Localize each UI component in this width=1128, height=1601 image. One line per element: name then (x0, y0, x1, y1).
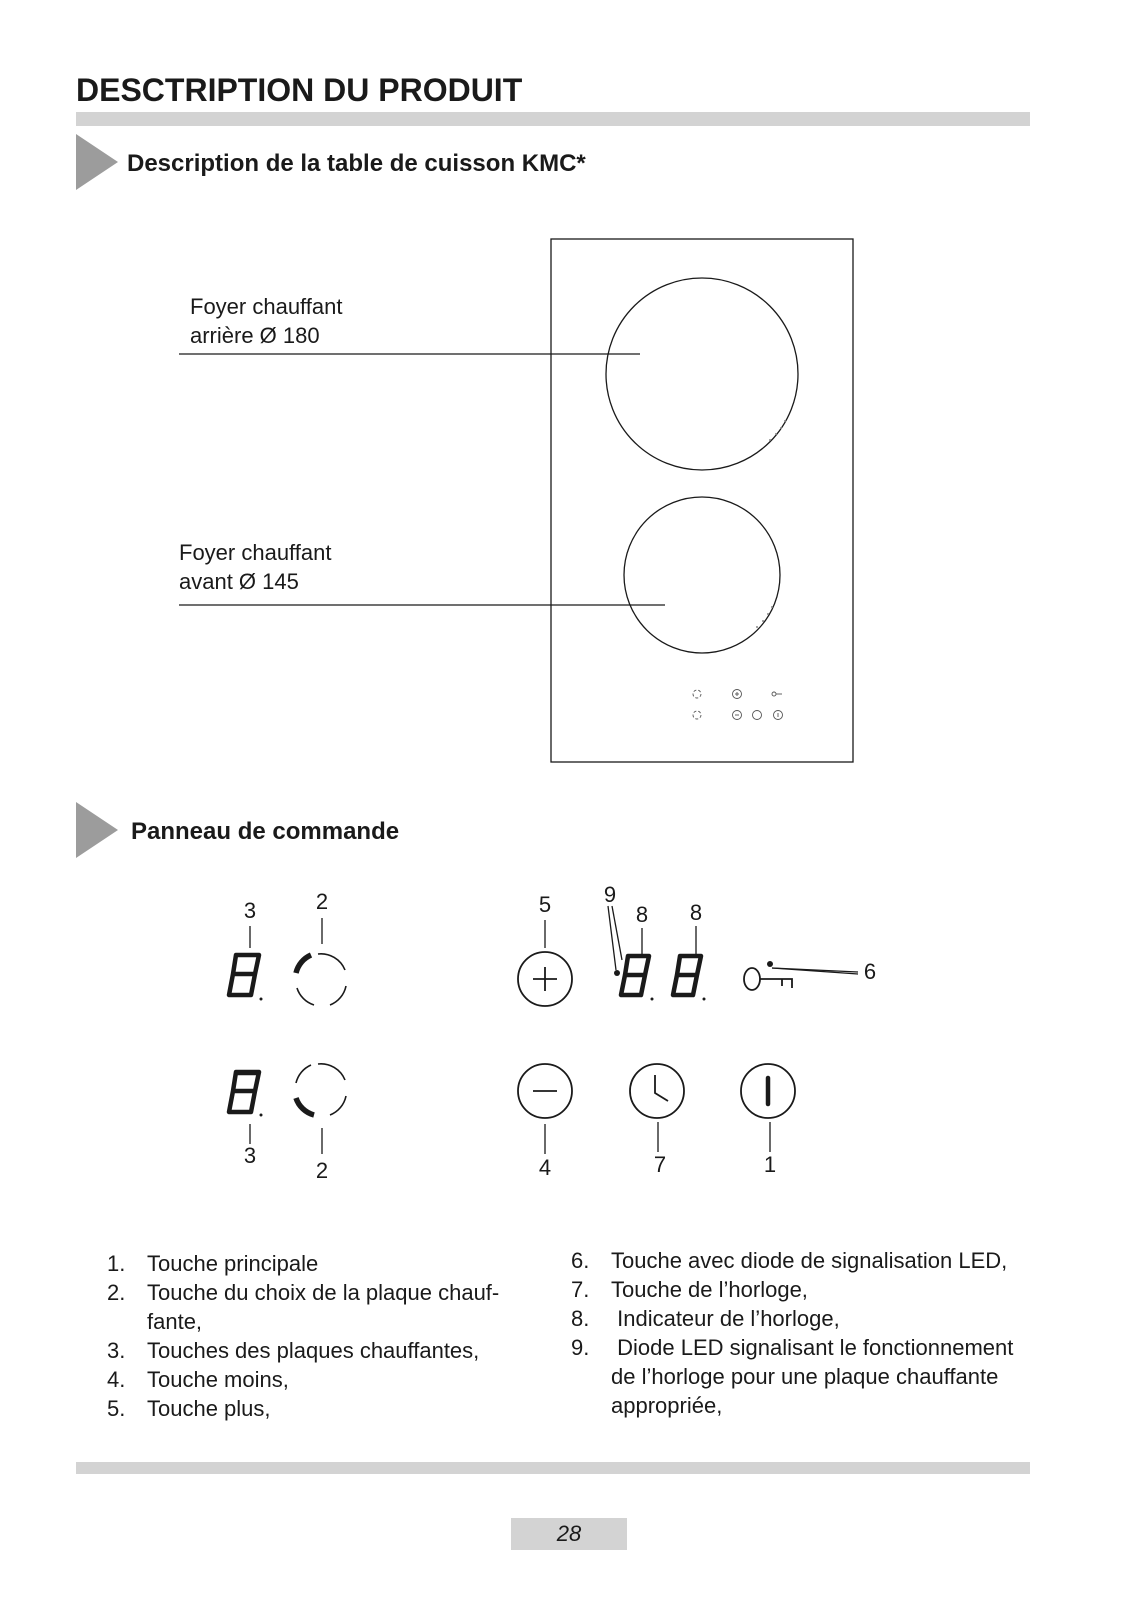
hob-panel-icons (693, 690, 783, 720)
list-item: fante, (147, 1309, 203, 1334)
callout-6: 6 (863, 959, 877, 984)
callout-8a: 8 (635, 902, 649, 927)
list-item: 7. Touche de l’horloge, (571, 1277, 808, 1302)
zone-select-icon[interactable] (296, 954, 346, 1005)
callout-7: 7 (653, 1152, 667, 1177)
timer-digit-icon (621, 956, 649, 995)
callout-3-bottom: 3 (243, 1143, 257, 1168)
footer-divider (76, 1462, 1030, 1474)
callout-2-bottom: 2 (315, 1158, 329, 1183)
rear-zone-circle (606, 278, 798, 470)
hob-section-heading: Description de la table de cuisson KMC* (127, 150, 586, 177)
clock-icon[interactable] (630, 1064, 684, 1118)
control-panel-diagram (0, 860, 1128, 1200)
page-number: 28 (511, 1518, 627, 1550)
hob-outline (551, 239, 853, 762)
front-zone-circle (624, 497, 780, 653)
power-icon[interactable] (741, 1064, 795, 1118)
callout-9: 9 (603, 882, 617, 907)
callout-8b: 8 (689, 900, 703, 925)
plus-icon[interactable] (518, 952, 572, 1006)
front-zone-label: Foyer chauffant avant Ø 145 (179, 540, 332, 594)
callout-2-top: 2 (315, 889, 329, 914)
list-item: 9. Diode LED signalisant le fonctionnement (571, 1335, 1014, 1360)
callout-1: 1 (763, 1152, 777, 1177)
list-item: 4. Touche moins, (107, 1367, 289, 1392)
callout-4: 4 (538, 1155, 552, 1180)
list-item: 8. Indicateur de l’horloge, (571, 1306, 840, 1331)
rear-zone-label: Foyer chauffant arrière Ø 180 (190, 294, 343, 348)
panel-section-heading: Panneau de commande (131, 818, 400, 845)
led-dot-icon (614, 970, 620, 976)
timer-digit-icon (673, 956, 701, 995)
key-lock-icon[interactable] (744, 968, 792, 990)
zone-select-icon[interactable] (296, 1064, 346, 1115)
digit-display-icon (229, 1072, 259, 1112)
led-dot-icon (767, 961, 773, 967)
minus-icon[interactable] (518, 1064, 572, 1118)
list-item: de l’horloge pour une plaque chauffante (611, 1364, 999, 1389)
hob-diagram (0, 0, 1128, 800)
list-item: 5. Touche plus, (107, 1396, 271, 1421)
callout-3-top: 3 (243, 898, 257, 923)
section-arrow-icon (76, 802, 118, 858)
front-zone-dots (756, 606, 773, 628)
list-item: 1. Touche principale (107, 1251, 319, 1276)
legend-right (571, 1246, 1041, 1420)
list-item: 2. Touche du choix de la plaque chauf- (107, 1280, 500, 1305)
list-item: 6. Touche avec diode de signalisation LED, (571, 1248, 1008, 1273)
list-item: appropriée, (611, 1393, 723, 1418)
list-item: 3. Touches des plaques chauffantes, (107, 1338, 480, 1363)
digit-display-icon (229, 955, 259, 995)
legend-left (107, 1249, 547, 1423)
rear-zone-dots (769, 420, 786, 441)
page-title: DESCTRIPTION DU PRODUIT (76, 72, 523, 108)
callout-5: 5 (538, 892, 552, 917)
